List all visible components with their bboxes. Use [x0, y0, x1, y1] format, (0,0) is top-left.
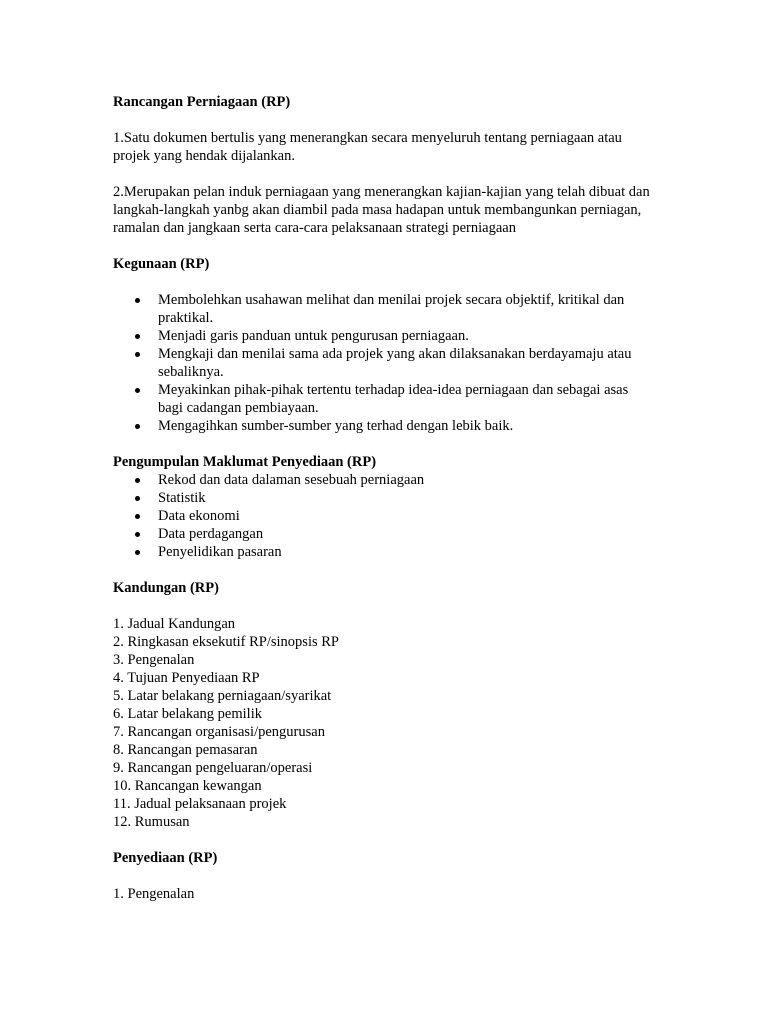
bullet-icon — [135, 334, 140, 339]
list-item: 7. Rancangan organisasi/pengurusan — [113, 724, 325, 740]
list-item — [158, 291, 653, 327]
document-page — [113, 93, 653, 903]
list-item: 12. Rumusan — [113, 814, 190, 830]
list-item: 8. Rancangan pemasaran — [113, 742, 258, 758]
section-heading-kandungan: Kandungan (RP) — [113, 580, 219, 596]
spacer — [113, 867, 653, 885]
list-item-text: Mengkaji dan menilai sama ada projek yang akan dilaksanakan berdayamaju atau sebaliknya. — [158, 346, 632, 380]
kegunaan-list — [113, 291, 653, 435]
bullet-icon — [135, 514, 140, 519]
list-item-text: Menjadi garis panduan untuk pengurusan perniagaan. — [158, 328, 469, 344]
bullet-icon — [135, 424, 140, 429]
list-item: 1. Jadual Kandungan — [113, 616, 236, 632]
definition-paragraph-2: 2.Merupakan pelan induk perniagaan yang menerangkan kajian-kajian yang telah dibuat dan langkah-langkah yanbg akan diambil pada masa hadapan untuk membangunkan perniagan, ramalan dan jangkaan serta cara-cara pelaksanaan strategi perniagaan — [113, 184, 650, 236]
list-item — [158, 471, 653, 489]
spacer — [113, 237, 653, 255]
list-item: 1. Pengenalan — [113, 886, 195, 902]
bullet-icon — [135, 496, 140, 501]
list-item-text: Statistik — [158, 490, 206, 506]
bullet-icon — [135, 550, 140, 555]
list-item: 9. Rancangan pengeluaran/operasi — [113, 760, 313, 776]
bullet-icon — [135, 478, 140, 483]
section-heading-kegunaan: Kegunaan (RP) — [113, 256, 210, 272]
document-title: Rancangan Perniagaan (RP) — [113, 94, 291, 110]
bullet-icon — [135, 532, 140, 537]
spacer — [113, 561, 653, 579]
list-item: 5. Latar belakang perniagaan/syarikat — [113, 688, 332, 704]
penyediaan-list — [113, 885, 653, 903]
spacer — [113, 273, 653, 291]
list-item: 10. Rancangan kewangan — [113, 778, 262, 794]
list-item — [158, 543, 653, 561]
list-item: 4. Tujuan Penyediaan RP — [113, 670, 260, 686]
list-item — [158, 327, 653, 345]
pengumpulan-list — [113, 471, 653, 561]
list-item: 6. Latar belakang pemilik — [113, 706, 262, 722]
list-item: 3. Pengenalan — [113, 652, 195, 668]
list-item-text: Data perdagangan — [158, 526, 264, 542]
spacer — [113, 111, 653, 129]
list-item-text: Data ekonomi — [158, 508, 240, 524]
bullet-icon — [135, 352, 140, 357]
list-item — [158, 507, 653, 525]
list-item: 2. Ringkasan eksekutif RP/sinopsis RP — [113, 634, 339, 650]
list-item — [158, 345, 653, 381]
section-heading-pengumpulan: Pengumpulan Maklumat Penyediaan (RP) — [113, 454, 377, 470]
list-item: 11. Jadual pelaksanaan projek — [113, 796, 287, 812]
list-item-text: Membolehkan usahawan melihat dan menilai projek secara objektif, kritikal dan praktikal. — [158, 292, 625, 326]
section-heading-penyediaan: Penyediaan (RP) — [113, 850, 218, 866]
bullet-icon — [135, 388, 140, 393]
list-item-text: Penyelidikan pasaran — [158, 544, 282, 560]
list-item — [158, 381, 653, 417]
list-item — [158, 417, 653, 435]
spacer — [113, 435, 653, 453]
list-item-text: Mengagihkan sumber-sumber yang terhad dengan lebik baik. — [158, 418, 514, 434]
bullet-icon — [135, 298, 140, 303]
list-item — [158, 489, 653, 507]
definition-paragraph-1: 1.Satu dokumen bertulis yang menerangkan secara menyeluruh tentang perniagaan atau projek yang hendak dijalankan. — [113, 130, 622, 164]
list-item-text: Meyakinkan pihak-pihak tertentu terhadap idea-idea perniagaan dan sebagai asas bagi cadangan pembiayaan. — [158, 382, 629, 416]
spacer — [113, 597, 653, 615]
list-item — [158, 525, 653, 543]
list-item-text: Rekod dan data dalaman sesebuah perniagaan — [158, 472, 425, 488]
spacer — [113, 165, 653, 183]
kandungan-list — [113, 615, 653, 831]
spacer — [113, 831, 653, 849]
